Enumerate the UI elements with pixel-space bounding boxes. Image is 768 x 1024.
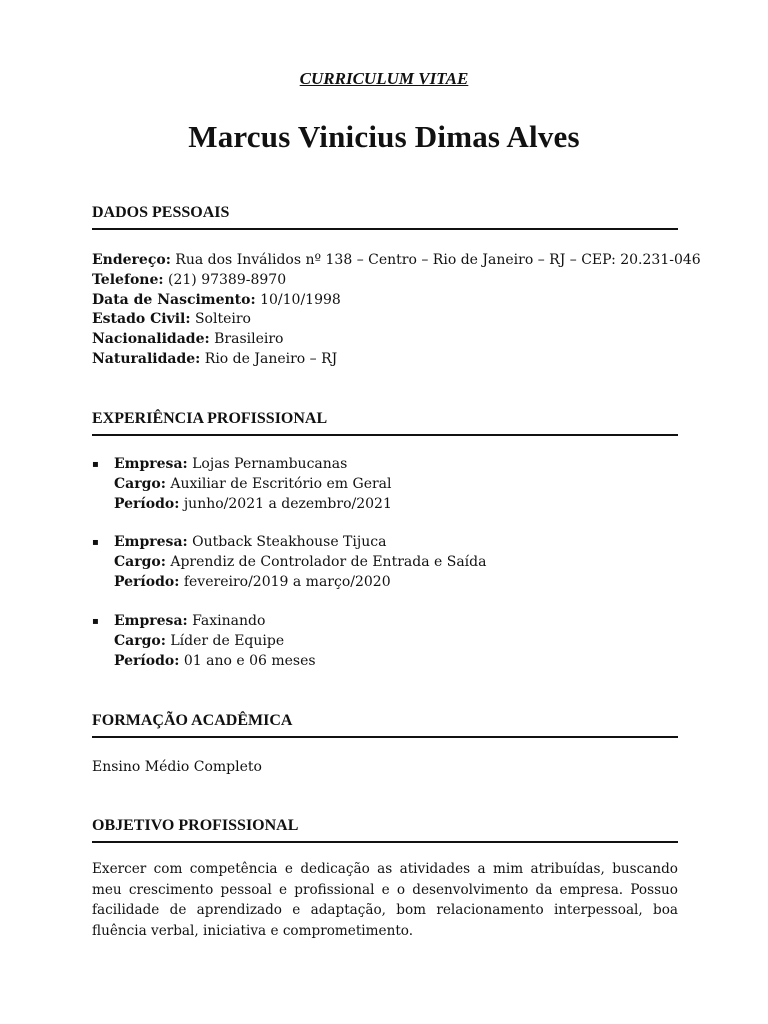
- candidate-name: Marcus Vinicius Dimas Alves: [188, 119, 580, 154]
- role-label: Cargo:: [114, 632, 166, 649]
- role-value: Líder de Equipe: [165, 632, 285, 649]
- birthdate-value: 10/10/1998: [255, 291, 341, 308]
- birthplace-label: Naturalidade:: [92, 350, 201, 367]
- section-heading-objective: OBJETIVO PROFISSIONAL: [92, 816, 678, 843]
- section-heading-personal: DADOS PESSOAIS: [92, 203, 678, 230]
- company-label: Empresa:: [114, 534, 188, 550]
- birthplace-row: [92, 350, 692, 370]
- phone-label: Telefone:: [92, 271, 164, 288]
- company-value: Faxinando: [187, 613, 266, 629]
- phone-value: (21) 97389-8970: [163, 271, 287, 288]
- nationality-value: Brasileiro: [209, 331, 284, 348]
- company-value: Lojas Pernambucanas: [187, 456, 348, 472]
- role-value: Aprendiz de Controlador de Entrada e Saída: [165, 553, 487, 570]
- company-label: Empresa:: [114, 456, 188, 472]
- objective-text: Exercer com competência e dedicação as atividades a mim atribuídas, buscando meu crescimento pessoal e profissional e o desenvolvimento da empresa. Possuo facilidade de aprendizado e adaptação, bom relacionamento interpessoal, boa fluência verbal, iniciativa e comprometimento.: [92, 861, 678, 939]
- job-entry: [92, 533, 692, 592]
- role-label: Cargo:: [114, 553, 166, 570]
- bullet-icon: ▪: [92, 537, 99, 548]
- birthdate-label: Data de Nascimento:: [92, 291, 256, 308]
- section-heading-experience: EXPERIÊNCIA PROFISSIONAL: [92, 409, 678, 436]
- period-value: 01 ano e 06 meses: [179, 652, 316, 669]
- period-label: Período:: [114, 573, 180, 590]
- company-label: Empresa:: [114, 613, 188, 629]
- bullet-icon: ▪: [92, 459, 99, 470]
- personal-info-list: [92, 251, 701, 370]
- document-title: CURRICULUM VITAE: [299, 69, 469, 88]
- job-entry: [92, 455, 692, 514]
- marital-status-value: Solteiro: [190, 311, 251, 328]
- job-entry: [92, 612, 692, 671]
- period-label: Período:: [114, 652, 180, 669]
- nationality-row: [92, 330, 692, 350]
- period-value: junho/2021 a dezembro/2021: [179, 495, 392, 512]
- address-value: Rua dos Inválidos nº 138 – Centro – Rio de Janeiro – RJ – CEP: 20.231-046: [170, 252, 701, 268]
- education-text: Ensino Médio Completo: [92, 759, 262, 775]
- address-row: [92, 251, 701, 271]
- nationality-label: Nacionalidade:: [92, 331, 210, 348]
- bullet-icon: ▪: [92, 616, 99, 627]
- role-value: Auxiliar de Escritório em Geral: [165, 475, 392, 492]
- marital-status-label: Estado Civil:: [92, 311, 191, 328]
- company-value: Outback Steakhouse Tijuca: [187, 534, 387, 550]
- marital-status-row: [92, 310, 692, 330]
- period-label: Período:: [114, 495, 180, 512]
- birthdate-row: [92, 291, 692, 311]
- address-label: Endereço:: [92, 252, 171, 268]
- phone-row: [92, 271, 692, 291]
- role-label: Cargo:: [114, 475, 166, 492]
- birthplace-value: Rio de Janeiro – RJ: [200, 350, 338, 367]
- section-heading-education: FORMAÇÃO ACADÊMICA: [92, 711, 678, 738]
- period-value: fevereiro/2019 a março/2020: [179, 573, 391, 590]
